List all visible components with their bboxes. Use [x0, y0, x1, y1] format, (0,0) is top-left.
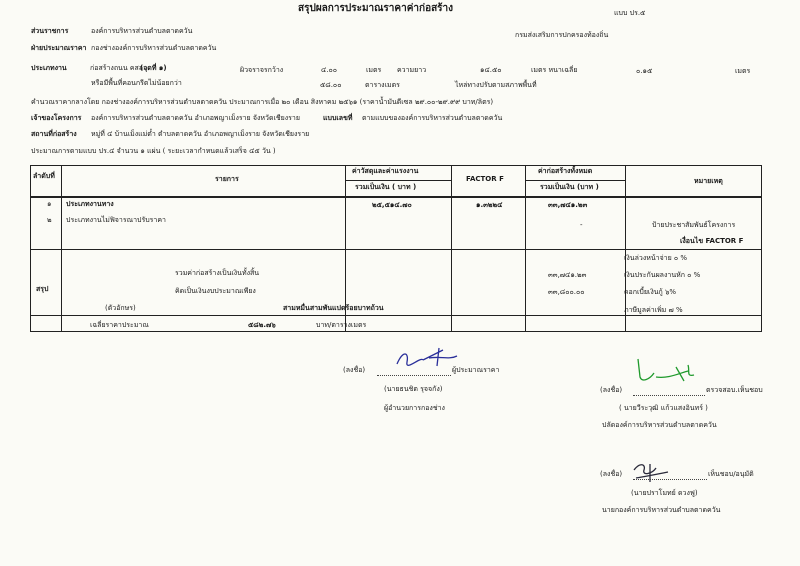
work-type-value: ก่อสร้างถนน คสล. — [90, 64, 146, 72]
sig2-role: ตรวจสอบ.เห็นชอบ — [706, 386, 763, 394]
site-label: สถานที่ก่อสร้าง — [31, 130, 77, 138]
page-title: สรุปผลการประมาณราคาค่าก่อสร้าง — [298, 3, 454, 14]
sig2-title: ปลัดองค์การบริหารส่วนตำบลตาดควัน — [602, 421, 717, 429]
header-bottom-line — [31, 196, 761, 198]
thickness-label: เมตร หนาเฉลี่ย — [531, 66, 578, 74]
sig3-role: เห็นชอบ/อนุมัติ — [708, 470, 754, 478]
owner-value: องค์การบริหารส่วนตำบลตาดควัน อำเภอพญาเม็งราย จังหวัดเชียงราย — [91, 114, 300, 122]
sub-header-line — [525, 180, 625, 181]
work-point: (จุดที่ ๑) — [140, 64, 167, 72]
summary-text-label: (ตัวอักษร) — [105, 304, 136, 312]
remark-retention: เงินประกันผลงานหัก ๐ % — [624, 271, 701, 279]
col-material-header: ค่าวัสดุและค่าแรงงาน — [352, 167, 419, 175]
row-material: ๒๕,๕๑๔.๗๐ — [372, 201, 412, 209]
row-no: ๑ — [47, 200, 52, 208]
sig3-line — [633, 472, 707, 480]
forms-line: ประมาณการตามแบบ ปร.๔ จำนวน ๑ แผ่น ( ระยะเวลากำหนดแล้วเสร็จ ๔๕ วัน ) — [31, 147, 276, 155]
sig1-role: ผู้ประมาณราคา — [452, 366, 500, 374]
department: กรมส่งเสริมการปกครองท้องถิ่น — [515, 31, 609, 39]
col-total-subheader: รวมเป็นเงิน (บาท ) — [540, 183, 599, 191]
summary-label: สรุป — [36, 285, 49, 293]
calc-line: คำนวณราคากลางโดย กองช่างองค์การบริหารส่วนตำบลตาดควัน ประมาณการเมื่อ ๒๐ เดือน สิงหาคม ๒๕๖๑ (ราคาน้ำมันดีเซล ๒๙.๐๐-๒๙.๙๙ บาท/ลิตร) — [31, 98, 494, 106]
work-type-label: ประเภทงาน — [31, 64, 67, 72]
remark-factor: เงื่อนไข FACTOR F — [680, 237, 744, 245]
summary-rounded-label: คิดเป็นเงินงบประมาณเพียง — [175, 287, 256, 295]
sig3-title: นายกองค์การบริหารส่วนตำบลตาดควัน — [602, 506, 721, 514]
sig1-name: (นายธนชิต รุจจกัง) — [384, 385, 443, 393]
sig1-prefix: (ลงชื่อ) — [343, 366, 366, 374]
sig2-name: ( นายวีระวุฒิ แก้วแสงอินทร์ ) — [619, 404, 708, 412]
thickness-unit: เมตร — [735, 67, 751, 75]
summary-line — [31, 249, 761, 250]
signature-estimator — [393, 346, 461, 370]
row-no: ๒ — [47, 216, 52, 224]
avg-value: ๕๘๒.๗๖ — [248, 321, 276, 329]
col-total-header: ค่าก่อสร้างทั้งหมด — [538, 167, 593, 175]
remark-advance: เงินล่วงหน้าจ่าย ๐ % — [624, 254, 688, 262]
estimator-value: กองช่างองค์การบริหารส่วนตำบลตาดควัน — [91, 44, 217, 52]
col-item-header: รายการ — [215, 175, 239, 183]
sub-header-line — [345, 180, 451, 181]
sig2-line — [633, 388, 705, 396]
agency-value: องค์การบริหารส่วนตำบลตาดควัน — [91, 27, 193, 35]
area-label: หรือมีพื้นที่คอนกรีตไม่น้อยกว่า — [91, 79, 182, 87]
sig1-title: ผู้อำนวยการกองช่าง — [384, 404, 445, 412]
signature-checker — [628, 357, 698, 387]
col-no-header: ลำดับที่ — [33, 172, 55, 180]
estimator-label: ฝ่ายประมาณราคา — [31, 44, 87, 52]
sig3-prefix: (ลงชื่อ) — [600, 470, 623, 478]
thickness-value: ๐.๑๕ — [636, 67, 653, 75]
row-factor: ๑.๓๒๒๔ — [476, 201, 503, 209]
col-remark-header: หมายเหตุ — [694, 177, 723, 185]
width-unit: เมตร — [366, 66, 382, 74]
summary-text-value: สามหมื่นสามพันแปดร้อยบาทถ้วน — [283, 304, 384, 312]
sig3-name: (นายปราโมทย์ ดวงฟู) — [631, 489, 698, 497]
row-total: ๓๓,๗๔๑.๒๓ — [548, 201, 588, 209]
remark-vat: ภาษีมูลค่าเพิ่ม ๗ % — [624, 306, 683, 314]
summary-rounded-value: ๓๓,๘๐๐.๐๐ — [548, 288, 585, 296]
agency-label: ส่วนราชการ — [31, 27, 69, 35]
sig2-prefix: (ลงชื่อ) — [600, 386, 623, 394]
summary-total-value: ๓๓,๗๔๑.๒๓ — [548, 271, 587, 279]
col-factor-header: FACTOR F — [466, 175, 504, 183]
width-value: ๔.๐๐ — [321, 66, 338, 74]
remark-sign: ป้ายประชาสัมพันธ์โครงการ — [652, 221, 736, 229]
sig1-line — [377, 368, 451, 376]
avg-line — [31, 315, 761, 316]
remark-interest: ดอกเบี้ยเงินกู้ ๖% — [624, 288, 677, 296]
form-code: แบบ ปร.๕ — [614, 9, 646, 17]
row-item: ประเภทงานไม่ฟิจารณาปรับราคา — [66, 216, 166, 224]
plan-value: ตามแบบขององค์การบริหารส่วนตำบลตาดควัน — [362, 114, 503, 122]
area-unit: ตารางเมตร — [365, 81, 400, 89]
col-material-subheader: รวมเป็นเงิน ( บาท ) — [355, 183, 417, 191]
length-value: ๑๔.๕๐ — [480, 66, 502, 74]
avg-label: เฉลี่ยราคาประมาณ — [90, 321, 149, 329]
area-value: ๕๘.๐๐ — [320, 81, 342, 89]
summary-total-label: รวมค่าก่อสร้างเป็นเงินทั้งสิ้น — [175, 269, 260, 277]
row-item: ประเภทงานทาง — [66, 200, 114, 208]
site-value: หมู่ที่ ๔ บ้านเม็งแม่ต๋ำ ตำบลตาดควัน อำเภอพญาเม็งราย จังหวัดเชียงราย — [91, 130, 310, 138]
avg-unit: บาท/ตารางเมตร — [316, 321, 367, 329]
width-label: ผิวจราจรกว้าง — [240, 66, 284, 74]
row-total: - — [580, 221, 583, 229]
length-label: ความยาว — [397, 66, 427, 74]
owner-label: เจ้าของโครงการ — [31, 114, 82, 122]
plan-label: แบบเลขที่ — [323, 114, 353, 122]
shoulder-note: ไหล่ทางปรับตามสภาพพื้นที่ — [455, 81, 537, 89]
